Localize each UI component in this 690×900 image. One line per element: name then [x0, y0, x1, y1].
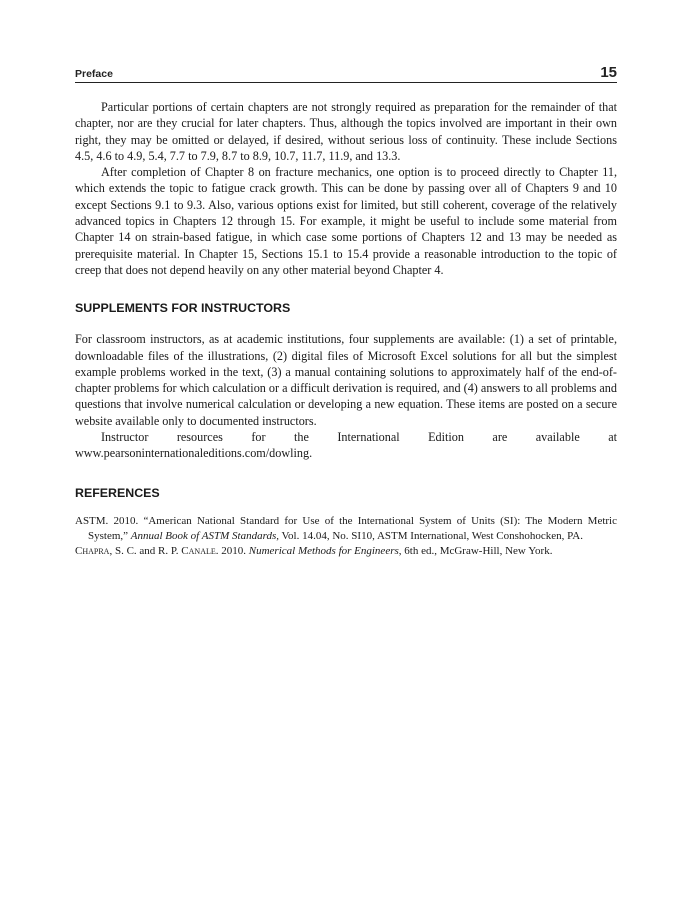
reference-author-initials: , S. C. and R. P.	[109, 545, 182, 558]
supplements-paragraph-2: Instructor resources for the International Edition are available at www.pearsoninternationaleditions.com/dowling.	[75, 430, 617, 461]
reference-item	[75, 544, 617, 559]
header-section-name: Preface	[75, 68, 113, 80]
supplements-paragraph-1: For classroom instructors, as at academic institutions, four supplements are available: (1) a set of printable, downloadable files of the illustrations, (2) digital files of Microsoft Excel solutions for all but the simplest example problems worked in the text, (3) a manual containing solutions to approximately half of the end-of-chapter problems for which calculation or a difficult derivation is required, and (4) answers to all problems and questions that involve numerical calculation or developing a new equation. These items are posted on a secure website available only to documented instructors.	[75, 332, 617, 428]
reference-source: Numerical Methods for Engineers	[248, 545, 399, 558]
running-header	[75, 64, 617, 83]
reference-source: Annual Book of ASTM Standards,	[130, 529, 279, 542]
reference-details: Vol. 14.04, No. SI10, ASTM International, West Conshohocken, PA.	[278, 529, 583, 542]
references-heading: REFERENCES	[75, 485, 160, 500]
reference-title: 2010. “American National Standard for Use of the International System of Units (SI): The Modern Metric System,”	[88, 514, 617, 542]
intro-paragraph-2: After completion of Chapter 8 on fracture mechanics, one option is to proceed directly to Chapter 11, which extends the topic to fatigue crack growth. This can be done by passing over all of Chapters 9 and 10 except Sections 9.1 to 9.3. Also, various options exist for limited, but still coherent, coverage of the relatively advanced topics in Chapters 12 through 15. For example, it might be useful to include some material from Chapter 14 on strain-based fatigue, in which case some portions of Chapters 12 and 13 may be needed as prerequisite material. In Chapter 15, Sections 15.1 to 15.4 provide a reasonable introduction to the topic of creep that does not depend heavily on any other material beyond Chapter 4.	[75, 165, 617, 277]
reference-year: . 2010.	[215, 545, 249, 558]
page-number: 15	[600, 64, 617, 81]
reference-coauthor: Canale	[181, 545, 216, 558]
supplements-heading: SUPPLEMENTS FOR INSTRUCTORS	[75, 301, 291, 316]
page-body	[75, 99, 617, 560]
reference-author: Chapra	[75, 545, 110, 558]
intro-paragraph-1: Particular portions of certain chapters are not strongly required as preparation for the remainder of that chapter, nor are they crucial for later chapters. Thus, although the topics involved are important in their own right, they may be omitted or delayed, if desired, without serious loss of continuity. These include Sections 4.5, 4.6 to 4.9, 5.4, 7.7 to 7.9, 8.7 to 8.9, 10.7, 11.7, 11.9, and 13.3.	[75, 100, 617, 163]
reference-author: ASTM.	[75, 514, 109, 527]
reference-details: , 6th ed., McGraw-Hill, New York.	[398, 545, 553, 558]
references-list	[75, 514, 617, 560]
reference-item	[75, 514, 617, 545]
